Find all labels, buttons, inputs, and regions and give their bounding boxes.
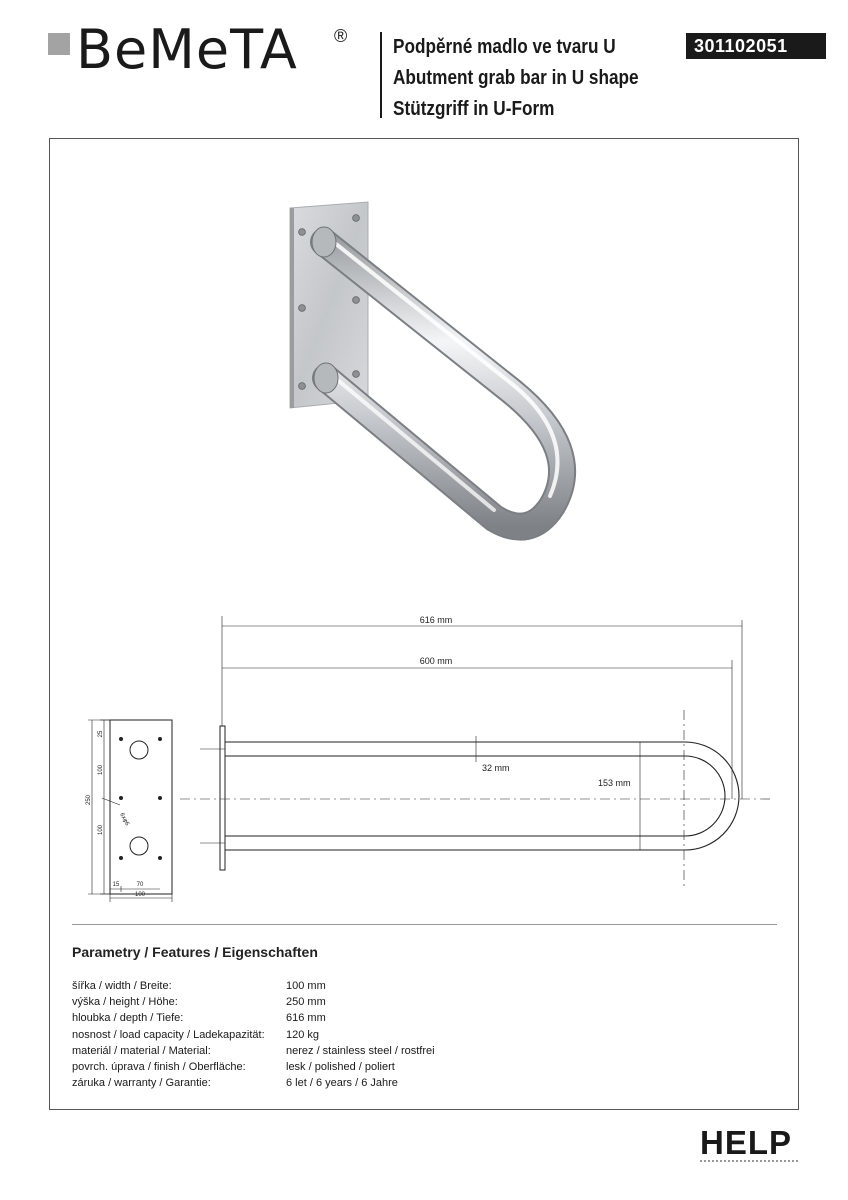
- product-photo: [280, 200, 590, 560]
- plate-dim-upper: 100: [98, 764, 104, 776]
- feature-value: lesk / polished / poliert: [286, 1061, 395, 1074]
- feature-value: 6 let / 6 years / 6 Jahre: [286, 1077, 398, 1090]
- feature-label: výška / height / Höhe:: [72, 996, 178, 1009]
- product-code-badge: 301102051: [686, 33, 826, 59]
- feature-row-depth: [72, 1010, 435, 1026]
- section-separator: [72, 924, 777, 925]
- feature-row-finish: [72, 1059, 435, 1075]
- logo-square-mark: [48, 33, 70, 55]
- features-table: [72, 978, 435, 1091]
- title-divider: [380, 32, 382, 118]
- feature-label: nosnost / load capacity / Ladekapazität:: [72, 1028, 265, 1041]
- product-titles: [393, 32, 679, 125]
- bar-side-view: [180, 616, 770, 890]
- plate-dimension-labels: [86, 730, 146, 898]
- feature-label: šířka / width / Breite:: [72, 980, 172, 992]
- feature-value: 616 mm: [286, 1012, 326, 1025]
- plate-dim-hole-spacing: 70: [136, 882, 144, 888]
- technical-drawing: [80, 600, 780, 910]
- brand-logo: [48, 18, 358, 88]
- plate-front-view: [88, 720, 172, 902]
- feature-label: záruka / warranty / Garantie:: [72, 1077, 211, 1090]
- plate-dim-total: 250: [86, 794, 92, 806]
- dim-projection: 600 mm: [419, 656, 453, 666]
- plate-hole-note: 6xφ6: [118, 812, 130, 827]
- plate-dim-top: 25: [98, 730, 104, 738]
- feature-label: materiál / material / Material:: [72, 1044, 211, 1057]
- feature-label: hloubka / depth / Tiefe:: [72, 1012, 184, 1025]
- feature-label: povrch. úprava / finish / Oberfläche:: [72, 1061, 246, 1074]
- registered-mark: ®: [334, 26, 348, 46]
- title-german: Stützgriff in U-Form: [393, 98, 555, 120]
- title-czech: Podpěrné madlo ve tvaru U: [393, 36, 616, 58]
- plate-dim-width: 100: [134, 892, 146, 898]
- feature-value: nerez / stainless steel / rostfrei: [286, 1044, 435, 1057]
- title-english: Abutment grab bar in U shape: [393, 67, 639, 89]
- feature-value: 120 kg: [286, 1028, 320, 1041]
- bar-dimension-labels: [420, 615, 631, 788]
- dim-overall-depth: 616 mm: [419, 615, 453, 625]
- plate-dim-lower: 100: [98, 824, 104, 836]
- plate-dim-edge: 15: [112, 882, 120, 888]
- feature-value: 100 mm: [286, 980, 326, 992]
- feature-row-warranty: [72, 1075, 435, 1091]
- feature-value: 250 mm: [286, 996, 326, 1009]
- help-series-mark: HELP: [700, 1124, 793, 1161]
- help-mark-underline: [700, 1160, 798, 1164]
- feature-row-load-capacity: [72, 1027, 435, 1043]
- feature-row-width: [72, 978, 435, 994]
- dim-tube-diameter: 32 mm: [482, 763, 510, 773]
- features-heading: Parametry / Features / Eigenschaften: [72, 944, 318, 960]
- feature-row-height: [72, 994, 435, 1010]
- feature-row-material: [72, 1043, 435, 1059]
- dim-bar-spacing: 153 mm: [598, 778, 631, 788]
- logo-wordmark: BeMeTA: [76, 18, 298, 81]
